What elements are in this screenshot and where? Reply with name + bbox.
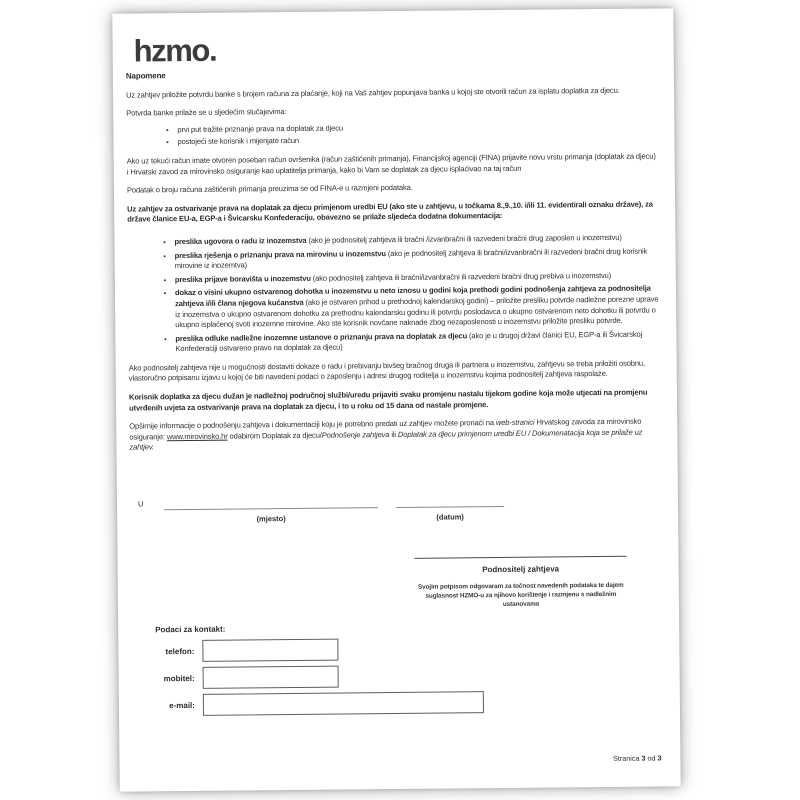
place-date-section xyxy=(138,496,518,532)
list-item-detail: (ako je podnositelj zahtjeva ili bračni/izvanbračni ili razvedeni bračni drug korisnik mirovine iz inozemtva) xyxy=(174,246,648,271)
menu-path-italic: Doplatak za djecu primjenom uredbi EU / Dokumenatacija koja se prilaže uz zahtjev. xyxy=(129,427,643,453)
signature-line[interactable] xyxy=(415,556,627,559)
list-item-detail: (ako je ostvaren prihod u prethodnoj kalendarskoj godini) – priložite presliku potvrde nadležne porezne uprave iz inozemstva o ukupno ostvarenom dohotku za prethodnu kalendarsku godinu ili potvrdu poslodavca o ukupno ostvarenom neto dohotku ili potvrdu o ukupno isplaćenoj svoti inozemne mirovine. Ako ste korisnik novčane naknade zbog nezaposlenosti u inozemstvu priložite presliku potvrde. xyxy=(175,294,659,330)
eu-docs-list xyxy=(127,232,660,355)
change-report-note: Korisnik doplatka za djecu dužan je nadležnoj područnoj službi/uredu prijaviti svaku promjenu nastalu tijekom godine koja može utjecati na promjenu utvrđenih uvjeta za ostvarivanje prava na doplatak za djecu, i to u roku od 15 dana od nastale promjene. xyxy=(128,387,648,413)
notes-heading: Napomene xyxy=(125,71,166,81)
menu-path-italic: Podnošenje zahtjeva xyxy=(321,429,390,440)
list-item: • postojeći ste korisnik i mijenjate račun xyxy=(177,133,658,148)
bank-cases-list xyxy=(126,120,658,148)
place-line[interactable] xyxy=(164,507,378,510)
signature-title: Podnositelj zahtjeva xyxy=(482,564,560,575)
more-info-text: odabirom Doplatak za djecu/ xyxy=(227,430,322,441)
phone-field-row xyxy=(139,637,483,662)
phone-input[interactable] xyxy=(202,639,338,662)
list-item: • prvi put tražite priznanje prava na doplatak za djecu xyxy=(177,120,658,135)
mirovinsko-link[interactable]: www.mirovinsko.hr xyxy=(166,431,228,442)
page-footer xyxy=(613,753,661,762)
list-item-lead: dokaz o visini ukupno ostvarenog dohotka u inozemstvu u neto iznosu u godini koja prethodi godini podnošenja zahtjeva za podnositelja zahtjeva i/ili člana njegova kućanstva xyxy=(174,283,651,309)
contact-section xyxy=(139,622,484,721)
mobile-input[interactable] xyxy=(203,666,339,689)
list-item-detail: (ako podnositelj zahtjeva ili bračni/izvanbračni ili razvedeni bračni drug prebiva u inozemstvu) xyxy=(310,270,612,283)
email-input[interactable] xyxy=(203,691,484,716)
contact-heading: Podaci za kontakt: xyxy=(155,624,226,635)
list-item-detail: (ako je u drugoj državi članici EU, EGP-a ili Švicarskoj Konfederaciji ostvareno pravo na doplatak za djecu) xyxy=(175,329,643,354)
list-item-lead: preslika ugovora o radu iz inozemstva xyxy=(174,235,307,247)
date-label: (datum) xyxy=(436,512,464,522)
bank-certificate-cases: Potvrda banke prilaže se u sljedećim slučajevima: xyxy=(126,107,287,118)
list-item-lead: preslika odluke nadležne inozemne ustanove o priznanju prava na doplatak za djecu xyxy=(175,331,468,343)
list-item xyxy=(175,329,660,355)
footer-page-number: 3 xyxy=(641,753,646,763)
list-item xyxy=(175,270,660,285)
list-item-detail: (ako je podnositelj zahtjeva ili bračni /izvanbračni ili razvedeni bračni drug zaposlen u inozemstvu) xyxy=(306,232,622,245)
more-info-text: Hrvatskog zavoda za mirovinsko osiguranje: xyxy=(129,416,642,442)
footer-total-pages: 3 xyxy=(657,753,662,763)
list-item xyxy=(174,232,659,247)
list-item-lead: preslika rješenja o priznanju prava na mirovinu u inozemstvu xyxy=(174,248,386,260)
signature-section xyxy=(415,556,627,610)
fina-note: Ako uz tekući račun imate otvoren poseban račun ovršenika (račun zaštićenih primanja), Financijskoj agenciji (FINA) prijavite novu vrstu primanja (doplatak za djecu) i Hrvatski zavod za mirovinsko osiguranje kao uplatitelja primanja, kako bi Vam se doplatak za djecu isplaćivao na taj račun xyxy=(126,151,656,177)
mobile-label: mobitel: xyxy=(163,673,195,683)
more-info-note xyxy=(129,417,661,454)
fina-data-note: Podatak o broju računa zaštićenih primanja preuzima se od FINA-e u razmjeni podataka. xyxy=(126,182,413,195)
web-page-italic: web-stranici xyxy=(495,417,535,428)
list-item xyxy=(175,246,660,272)
date-line[interactable] xyxy=(396,506,504,508)
email-field-row xyxy=(140,691,484,716)
hzmo-logo: hzmo. xyxy=(133,32,217,69)
footer-prefix: Stranica xyxy=(613,753,640,763)
phone-label: telefon: xyxy=(165,646,195,656)
list-item xyxy=(175,284,660,331)
eu-docs-intro: Uz zahtjev za ostvarivanje prava na doplatak za djecu primjenom uredbi EU (ako ste u zahtjevu, u točkama 8.,9.,10. i/ili 11. evidentirali oznaku države), za države članice EU-a, EGP-a i Švicarsku Konfederaciju, obavezno se prilaže sljedeća dodatna dokumentacija: xyxy=(127,199,653,224)
notes-content xyxy=(112,8,677,453)
place-label: (mjesto) xyxy=(256,514,286,524)
missing-proof-note: Ako podnositelj zahtjeva nije u mogućnosti dostaviti dokaze o radu i prebivanju bivšeg bračnog druga ili partnera u inozemstvu, zahtjevu se treba priložiti osobnu, vlastoručno potpisanu izjavu u kojoj će biti navedeni podaci o zaposlenju i adresi drugog roditelja u inozemstvu kojima podnositelj zahtjeva raspolaže. xyxy=(128,358,645,384)
more-info-text: ili xyxy=(389,429,398,439)
place-prefix: U xyxy=(137,499,144,509)
list-item-lead: preslika prijave boravišta u inozemstvu xyxy=(174,273,311,284)
footer-of: od xyxy=(647,753,656,763)
document-page xyxy=(112,8,680,791)
email-label: e-mail: xyxy=(169,700,195,710)
bank-certificate-note: Uz zahtjev priložite potvrdu banke s brojem računa za plaćanje, koji na Vaš zahtjev popunjava banka u kojoj ste otvorili račun za isplatu doplatka za djecu. xyxy=(126,85,620,100)
signature-statement: Svojim potpisom odgovaram za točnost navedenih podataka te dajem suglasnost HZMO-u za njihovo korištenje i razmjenu s nadležnim ustanovama xyxy=(417,581,624,608)
more-info-text: Opširnije informacije o podnošenju zahtjeva i dokumentaciji koju je potrebno predati uz zahtjev možete pronaći na xyxy=(129,418,496,431)
mobile-field-row xyxy=(140,664,484,689)
